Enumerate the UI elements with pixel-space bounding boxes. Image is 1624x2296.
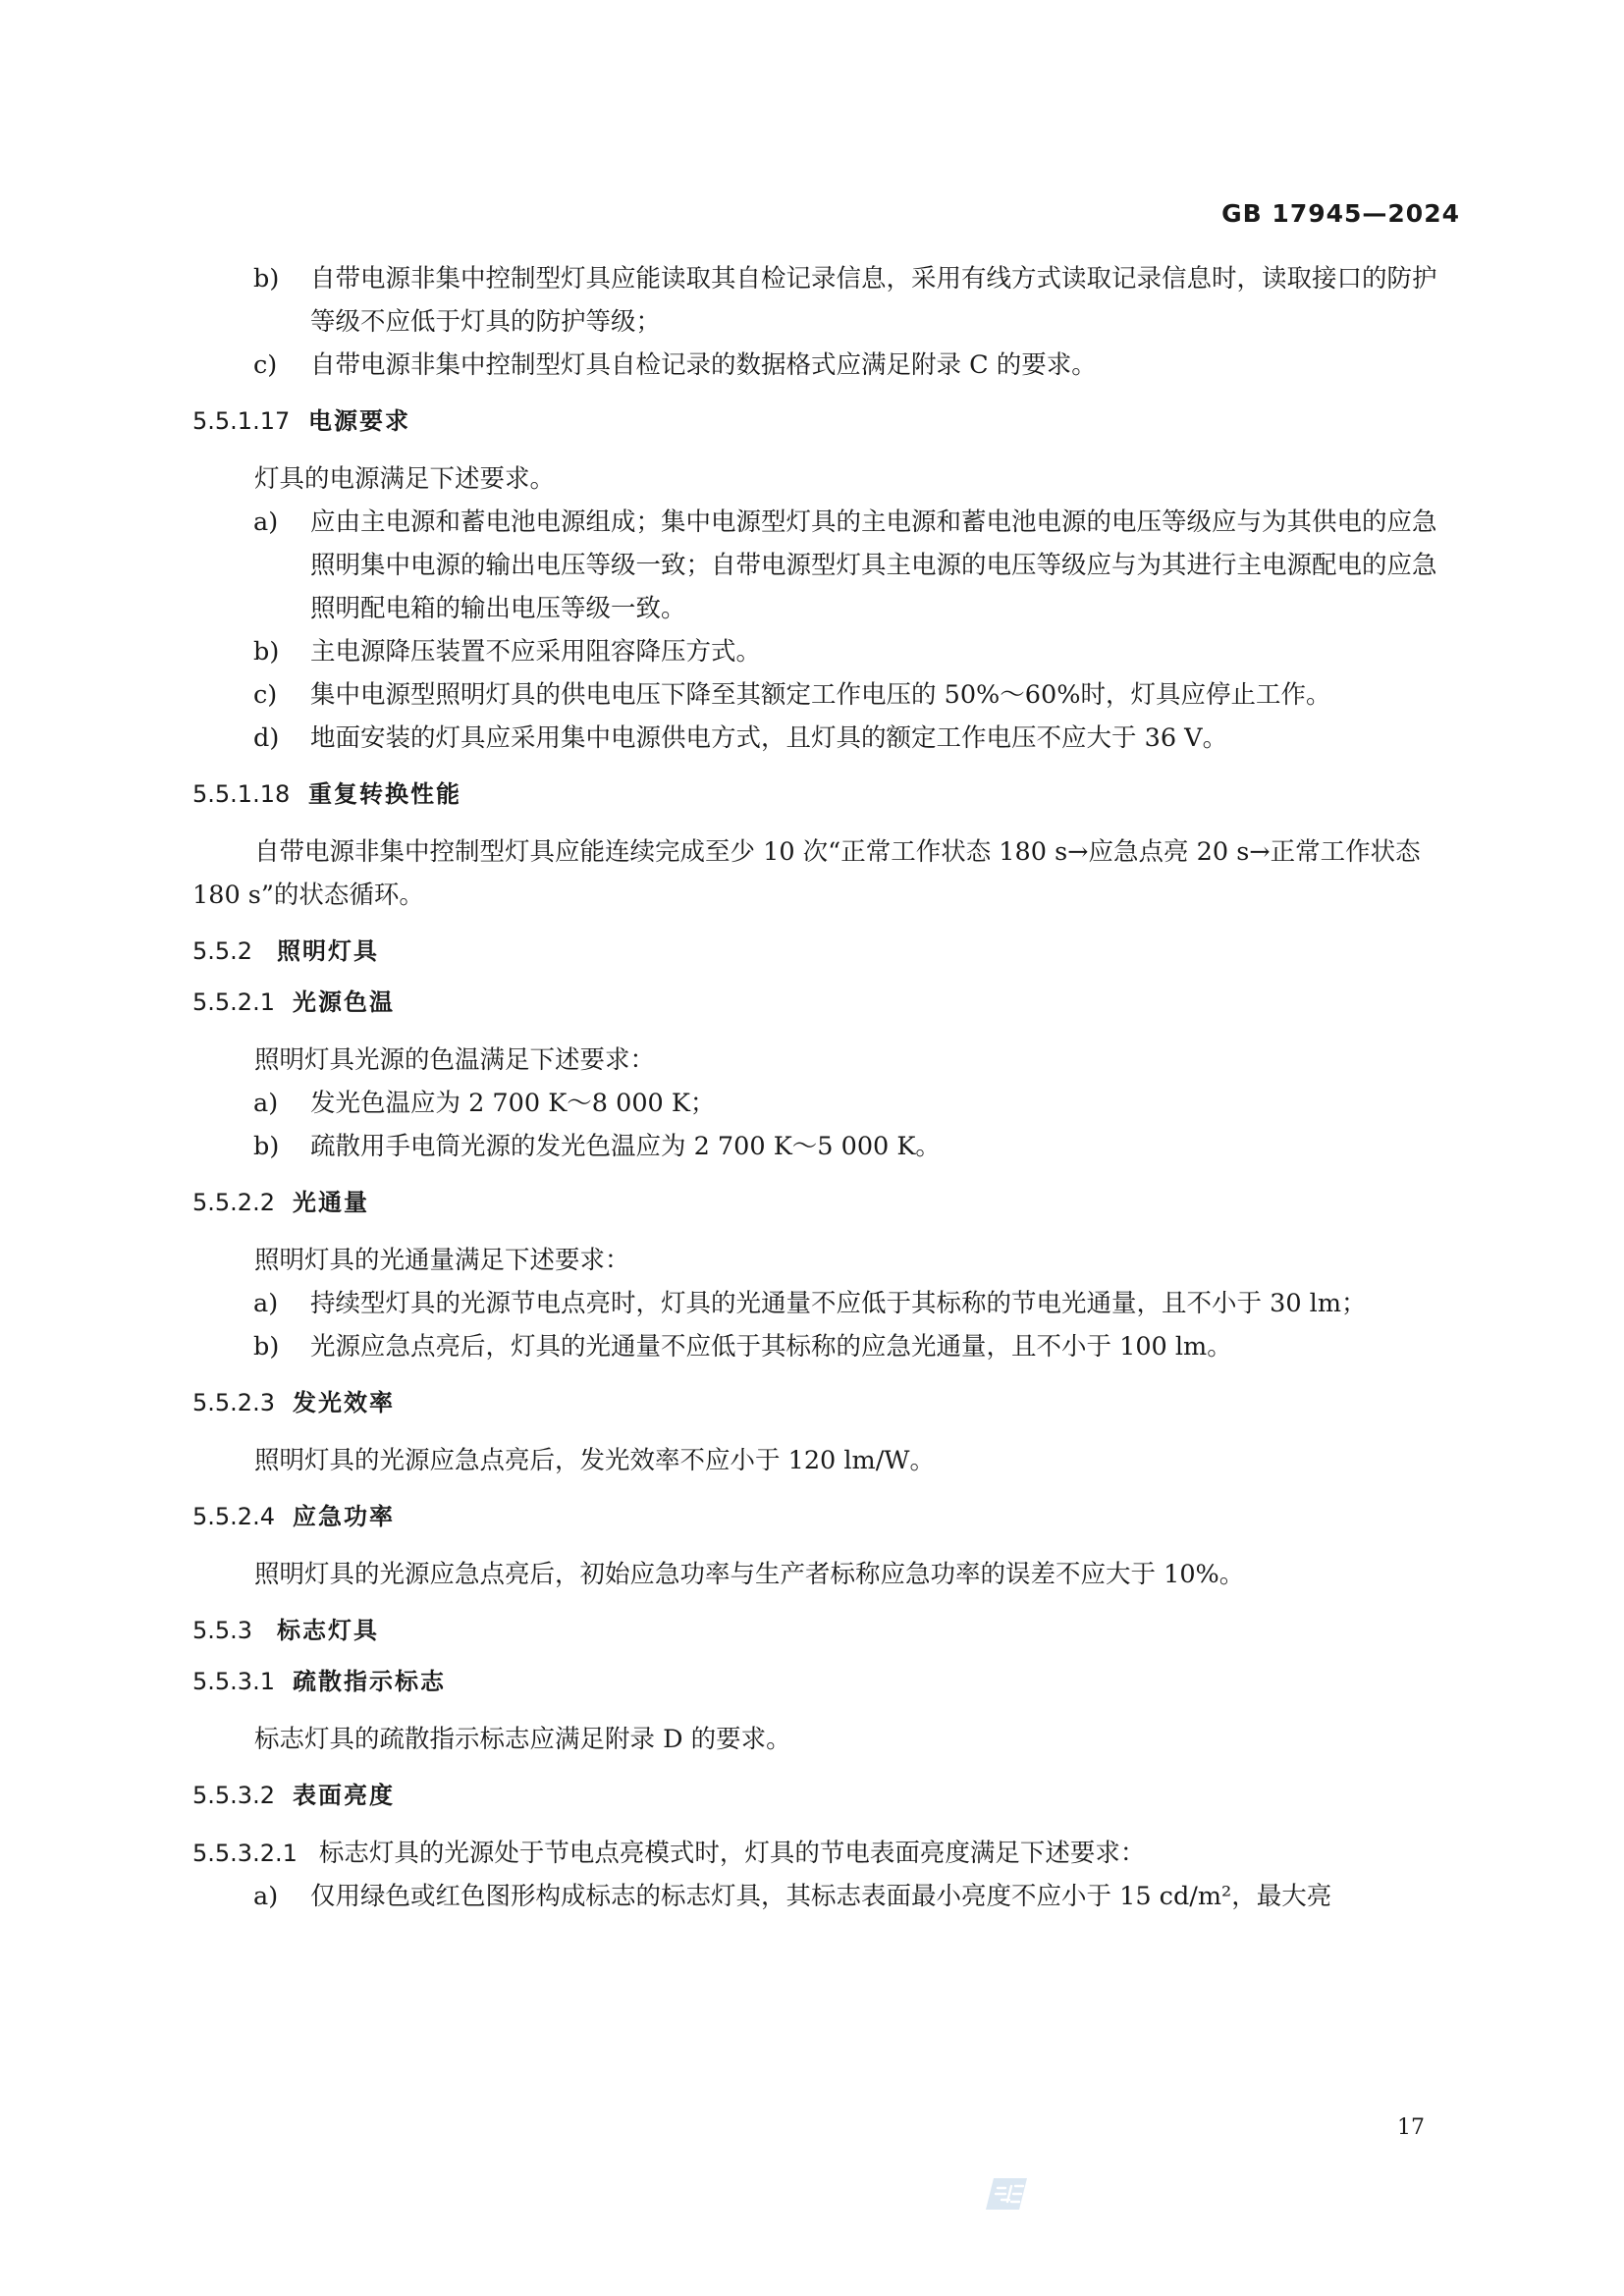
list-item xyxy=(192,501,1461,630)
list-item-text: 主电源降压装置不应采用阻容降压方式。 xyxy=(310,637,762,667)
section-number: 5.5.2.3 xyxy=(192,1389,275,1416)
section-heading xyxy=(192,1388,1461,1417)
section-number: 5.5.3.1 xyxy=(192,1668,275,1695)
list-item xyxy=(192,1325,1461,1368)
sac-logo-icon xyxy=(984,2176,1029,2212)
list-item-label: a) xyxy=(253,1089,279,1118)
section-heading xyxy=(192,1667,1461,1696)
list-item-text: 集中电源型照明灯具的供电电压下降至其额定工作电压的 50%～60%时，灯具应停止工作。 xyxy=(310,680,1331,710)
list-item-text: 自带电源非集中控制型灯具自检记录的数据格式应满足附录 C 的要求。 xyxy=(310,350,1097,380)
list-item xyxy=(192,344,1461,387)
section-heading xyxy=(192,1188,1461,1217)
list-item-label: a) xyxy=(253,1289,279,1318)
list-item-text: 地面安装的灯具应采用集中电源供电方式，且灯具的额定工作电压不应大于 36 V。 xyxy=(310,723,1228,753)
list-item xyxy=(192,1082,1461,1125)
section-number: 5.5.1.18 xyxy=(192,780,291,808)
list-item-label: b) xyxy=(253,637,280,667)
section-title: 标志灯具 xyxy=(277,1617,379,1644)
list-item-label: b) xyxy=(253,1332,280,1362)
list-item-label: b) xyxy=(253,1132,280,1161)
paragraph: 照明灯具的光源应急点亮后，发光效率不应小于 120 lm/W。 xyxy=(254,1446,936,1475)
section-heading xyxy=(192,936,1461,966)
list-item xyxy=(192,673,1461,717)
list-item-text: 发光色温应为 2 700 K～8 000 K； xyxy=(310,1089,716,1118)
section-title: 光通量 xyxy=(293,1189,369,1216)
section-title: 疏散指示标志 xyxy=(293,1668,446,1695)
list-item-text: 自带电源非集中控制型灯具应能读取其自检记录信息，采用有线方式读取记录信息时，读取接口的防护等级不应低于灯具的防护等级； xyxy=(310,264,1437,337)
section-heading xyxy=(192,1781,1461,1810)
list-item xyxy=(192,1875,1461,1918)
list-item-label: b) xyxy=(253,264,280,294)
list-item xyxy=(192,630,1461,673)
list-item-label: c) xyxy=(253,680,278,710)
clause-number: 5.5.3.2.1 xyxy=(192,1840,298,1867)
section-number: 5.5.2.2 xyxy=(192,1189,275,1216)
clause-paragraph xyxy=(192,1832,1461,1875)
section-number: 5.5.1.17 xyxy=(192,407,291,435)
paragraph: 灯具的电源满足下述要求。 xyxy=(254,464,556,494)
section-number: 5.5.3.2 xyxy=(192,1782,275,1809)
section-title: 照明灯具 xyxy=(277,937,379,965)
list-item xyxy=(192,717,1461,760)
document-number: GB 17945—2024 xyxy=(1221,199,1460,228)
section-title: 重复转换性能 xyxy=(308,780,461,808)
list-item xyxy=(192,257,1461,344)
document-body xyxy=(192,257,1461,1918)
section-number: 5.5.2.1 xyxy=(192,988,275,1016)
list-item-label: a) xyxy=(253,1882,279,1911)
list-item-label: a) xyxy=(253,507,279,537)
paragraph: 照明灯具的光通量满足下述要求： xyxy=(254,1246,630,1275)
section-title: 电源要求 xyxy=(308,407,410,435)
section-title: 光源色温 xyxy=(293,988,395,1016)
list-item-text: 应由主电源和蓄电池电源组成；集中电源型灯具的主电源和蓄电池电源的电压等级应与为其供电的应急照明集中电源的输出电压等级一致；自带电源型灯具主电源的电压等级应与为其进行主电源配电的应急照明配电箱的输出电压等级一致。 xyxy=(310,507,1437,623)
list-item-text: 光源应急点亮后，灯具的光通量不应低于其标称的应急光通量，且不小于 100 lm。 xyxy=(310,1332,1232,1362)
section-heading xyxy=(192,1616,1461,1645)
paragraph: 照明灯具的光源应急点亮后，初始应急功率与生产者标称应急功率的误差不应大于 10%。 xyxy=(254,1560,1245,1589)
list-item-text: 疏散用手电筒光源的发光色温应为 2 700 K～5 000 K。 xyxy=(310,1132,941,1161)
section-title: 发光效率 xyxy=(293,1389,395,1416)
section-heading xyxy=(192,1502,1461,1531)
list-item-text: 仅用绿色或红色图形构成标志的标志灯具，其标志表面最小亮度不应小于 15 cd/m²，最大亮 xyxy=(310,1882,1332,1911)
section-title: 表面亮度 xyxy=(293,1782,395,1809)
list-item-text: 持续型灯具的光源节电点亮时，灯具的光通量不应低于其标称的节电光通量，且不小于 30 lm； xyxy=(310,1289,1367,1318)
list-item-label: d) xyxy=(253,723,280,753)
list-item xyxy=(192,1125,1461,1168)
paragraph: 自带电源非集中控制型灯具应能连续完成至少 10 次“正常工作状态 180 s→应急点亮 20 s→正常工作状态 180 s”的状态循环。 xyxy=(192,837,1421,910)
section-title: 应急功率 xyxy=(293,1503,395,1530)
paragraph: 照明灯具光源的色温满足下述要求： xyxy=(254,1045,656,1075)
section-number: 5.5.2 xyxy=(192,937,253,965)
clause-text: 标志灯具的光源处于节电点亮模式时，灯具的节电表面亮度满足下述要求： xyxy=(318,1839,1146,1868)
section-number: 5.5.3 xyxy=(192,1617,253,1644)
section-number: 5.5.2.4 xyxy=(192,1503,275,1530)
section-heading xyxy=(192,988,1461,1017)
section-heading xyxy=(192,779,1461,809)
list-item-label: c) xyxy=(253,350,278,380)
page-number: 17 xyxy=(1397,2115,1425,2140)
paragraph: 标志灯具的疏散指示标志应满足附录 D 的要求。 xyxy=(254,1725,791,1754)
list-item xyxy=(192,1282,1461,1325)
section-heading xyxy=(192,406,1461,436)
